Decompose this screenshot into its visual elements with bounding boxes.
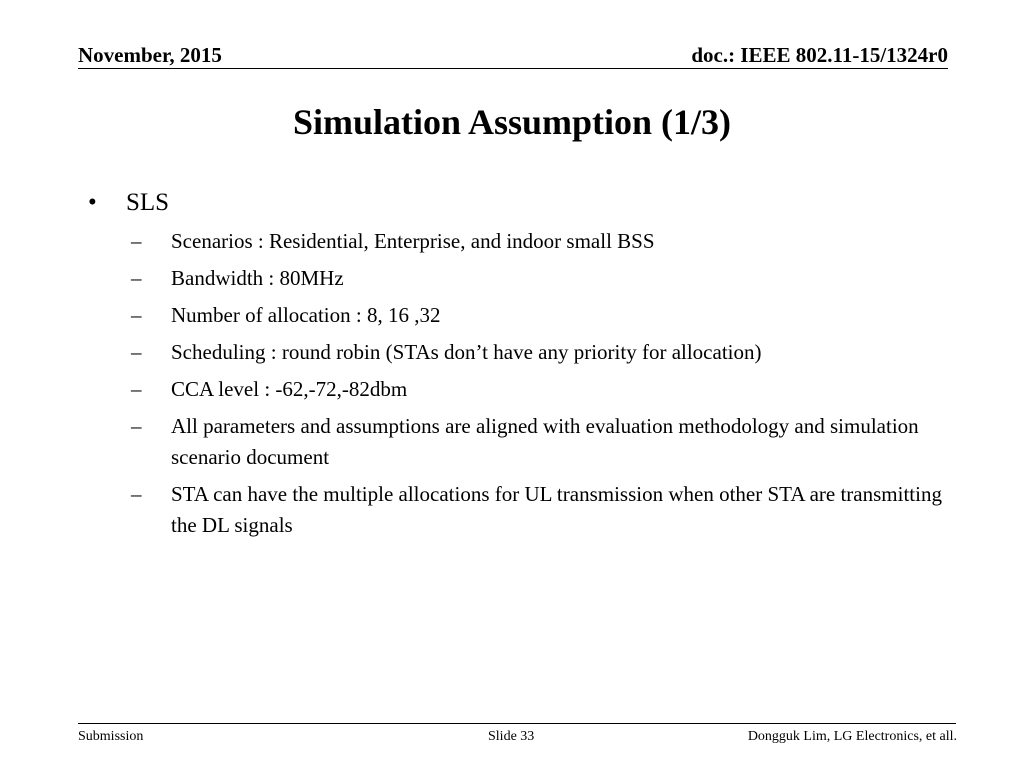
footer-author: Dongguk Lim, LG Electronics, et all.: [747, 729, 957, 744]
sub-bullet-item: [131, 226, 951, 257]
main-bullet-item: [88, 186, 169, 220]
dash-bullet: –: [131, 340, 142, 364]
sub-bullet-item: [131, 479, 951, 541]
dash-bullet: –: [131, 414, 142, 438]
header-date: November, 2015: [78, 43, 222, 67]
sub-bullet-text: Scenarios : Residential, Enterprise, and indoor small BSS: [171, 229, 655, 253]
sub-bullet-item: [131, 411, 951, 473]
sub-bullet-list: [131, 226, 951, 547]
dash-bullet: –: [131, 303, 142, 327]
sub-bullet-text: All parameters and assumptions are aligned with evaluation methodology and simulation scenario document: [171, 414, 919, 469]
footer-divider: [78, 723, 956, 724]
dash-bullet: –: [131, 377, 142, 401]
main-bullet-text: SLS: [126, 189, 170, 216]
sub-bullet-item: [131, 374, 951, 405]
sub-bullet-text: Bandwidth : 80MHz: [171, 266, 344, 290]
slide-title: Simulation Assumption (1/3): [292, 102, 732, 142]
header-divider: [78, 68, 948, 69]
sub-bullet-text: Number of allocation : 8, 16 ,32: [171, 303, 441, 327]
header-doc-id: doc.: IEEE 802.11-15/1324r0: [691, 43, 948, 67]
dash-bullet: –: [131, 229, 142, 253]
sub-bullet-text: CCA level : -62,-72,-82dbm: [171, 377, 408, 401]
sub-bullet-text: STA can have the multiple allocations for UL transmission when other STA are transmitting the DL signals: [171, 482, 942, 537]
sub-bullet-item: [131, 337, 951, 368]
sub-bullet-item: [131, 300, 951, 331]
bullet-dot: •: [88, 189, 97, 216]
dash-bullet: –: [131, 266, 142, 290]
sub-bullet-text: Scheduling : round robin (STAs don’t have any priority for allocation): [171, 340, 762, 364]
dash-bullet: –: [131, 482, 142, 506]
footer-submission: Submission: [78, 729, 144, 744]
sub-bullet-item: [131, 263, 951, 294]
footer-slide-number: Slide 33: [488, 729, 535, 744]
